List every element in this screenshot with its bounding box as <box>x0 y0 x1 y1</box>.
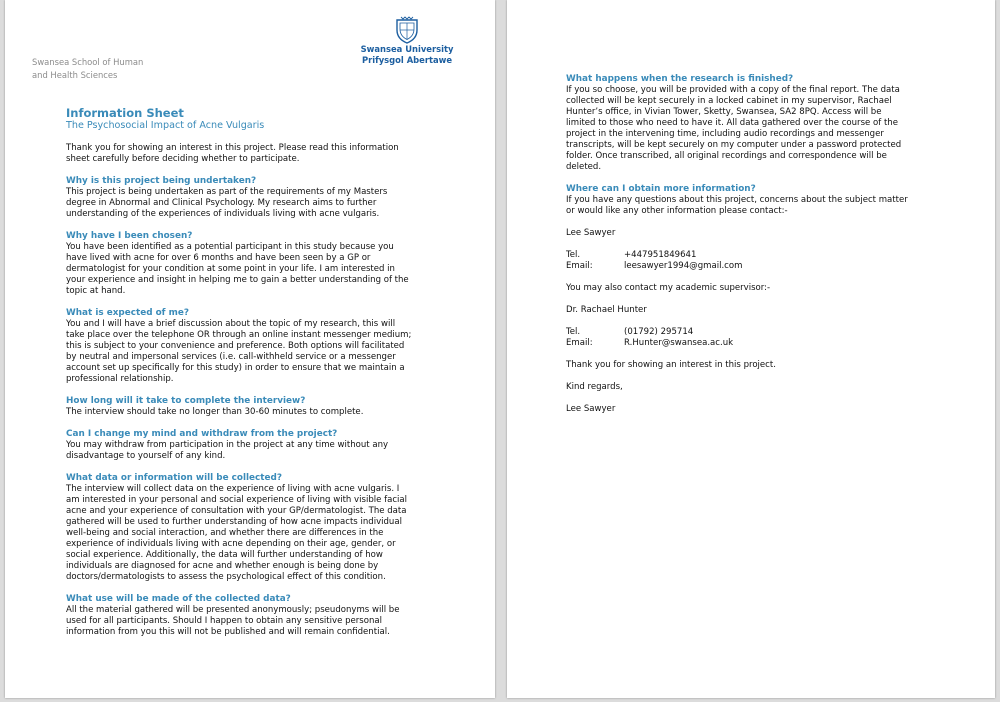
section-duration <box>66 396 436 418</box>
contact-phone: +447951849641 <box>624 250 697 260</box>
university-name-english: Swansea University <box>360 44 454 54</box>
supervisor-name: Dr. Rachael Hunter <box>566 305 647 315</box>
section-expected <box>66 308 436 385</box>
section-body: If you so choose, you will be provided with a copy of the final report. The data collected will be kept securely in a locked cabinet in my supervisor, Rachael Hunter’s office, in Vivian Tower, Sketty, Swansea, SA2 8PQ. Access will be limited to those who need to have it. All data gathered over the course of the project in the intervening time, including audio recordings and messenger transcripts, will be kept securely on my computer under a password protected folder. Once transcribed, all original recordings and correspondence will be deleted. <box>566 85 902 172</box>
section-heading: What is expected of me? <box>66 308 189 318</box>
section-why-chosen <box>66 231 436 297</box>
intro-paragraph: Thank you for showing an interest in this project. Please read this information sheet carefully before deciding whether to participate. <box>66 143 399 164</box>
document-title: Information Sheet <box>66 106 184 120</box>
email-label: Email: <box>566 338 593 348</box>
contact-phone-row <box>566 250 938 261</box>
university-name-welsh: Prifysgol Abertawe <box>361 54 453 65</box>
contact-email-row <box>566 261 938 272</box>
document-page-1 <box>5 0 495 698</box>
section-withdraw <box>66 429 436 462</box>
section-body: The interview will collect data on the experience of living with acne vulgaris. I am interested in your personal and social experience of living with visible facial acne and your experience of consultation with your GP/dermatologist. The data gathered will be used to further understanding of how acne impacts individual well-being and social interaction, and whether there are differences in the experience of individuals living with acne depending on their age, gender, or social experience. Additionally, the data will further understanding of how individuals are diagnosed for acne and whether enough is being done by doctors/dermatologists to assess the psychological effect of this condition. <box>66 484 408 582</box>
section-heading: What data or information will be collected? <box>66 473 282 483</box>
document-subtitle: The Psychosocial Impact of Acne Vulgaris <box>66 120 265 131</box>
section-body: The interview should take no longer than 30-60 minutes to complete. <box>66 407 364 417</box>
section-data-collected <box>66 473 436 583</box>
section-more-information <box>566 184 938 217</box>
section-body: If you have any questions about this project, concerns about the subject matter or would like any other information please contact:- <box>566 195 908 216</box>
contact-name: Lee Sawyer <box>566 228 616 238</box>
section-heading: Can I change my mind and withdraw from the project? <box>66 429 338 439</box>
section-heading: Why is this project being undertaken? <box>66 176 257 186</box>
section-research-finished <box>566 74 938 173</box>
email-label: Email: <box>566 261 593 271</box>
section-why-undertaken <box>66 176 436 220</box>
supervisor-phone: (01792) 295714 <box>624 327 694 337</box>
section-body: This project is being undertaken as part of the requirements of my Masters degree in Abnormal and Clinical Psychology. My research aims to further understanding of the experiences of individuals living with acne vulgaris. <box>66 187 388 219</box>
page1-content <box>66 106 436 638</box>
phone-label: Tel. <box>566 327 581 337</box>
page2-content <box>566 74 938 415</box>
section-body: All the material gathered will be presented anonymously; pseudonyms will be used for all participants. Should I happen to obtain any sensitive personal information from you this will not be published and will remain confidential. <box>66 605 400 637</box>
supervisor-email: R.Hunter@swansea.ac.uk <box>624 338 734 348</box>
supervisor-phone-row <box>566 327 938 338</box>
thanks-line: Thank you for showing an interest in this project. <box>566 360 776 370</box>
section-body: You may withdraw from participation in the project at any time without any disadvantage to yourself of any kind. <box>66 440 389 461</box>
section-data-use <box>66 594 436 638</box>
supervisor-email-row <box>566 338 938 349</box>
university-logo <box>357 16 457 65</box>
section-heading: What use will be made of the collected data? <box>66 594 291 604</box>
section-heading: Where can I obtain more information? <box>566 184 756 194</box>
section-heading: Why have I been chosen? <box>66 231 193 241</box>
section-body: You and I will have a brief discussion about the topic of my research, this will take place over the telephone OR through an online instant messenger medium; this is subject to your convenience and preference. Both options will facilitated by neutral and impersonal services (i.e. call-withheld service or a messenger account set up specifically for this study) in order to ensure that we maintain a professional relationship. <box>66 319 412 384</box>
school-name-line1: Swansea School of Human <box>32 57 144 67</box>
section-heading: How long will it take to complete the interview? <box>66 396 306 406</box>
closing-line: Kind regards, <box>566 382 623 392</box>
signature: Lee Sawyer <box>566 404 616 414</box>
school-name <box>32 56 143 82</box>
supervisor-intro: You may also contact my academic supervisor:- <box>566 283 771 293</box>
university-crest-icon <box>395 16 419 44</box>
school-name-line2: and Health Sciences <box>32 70 118 80</box>
contact-email: leesawyer1994@gmail.com <box>624 261 743 271</box>
document-page-2 <box>507 0 995 698</box>
section-heading: What happens when the research is finished? <box>566 74 794 84</box>
phone-label: Tel. <box>566 250 581 260</box>
section-body: You have been identified as a potential participant in this study because you have lived with acne for over 6 months and have been seen by a GP or dermatologist for your condition at some point in your life. I am interested in your experience and insight in helping me to gain a better understanding of the topic at hand. <box>66 242 409 296</box>
